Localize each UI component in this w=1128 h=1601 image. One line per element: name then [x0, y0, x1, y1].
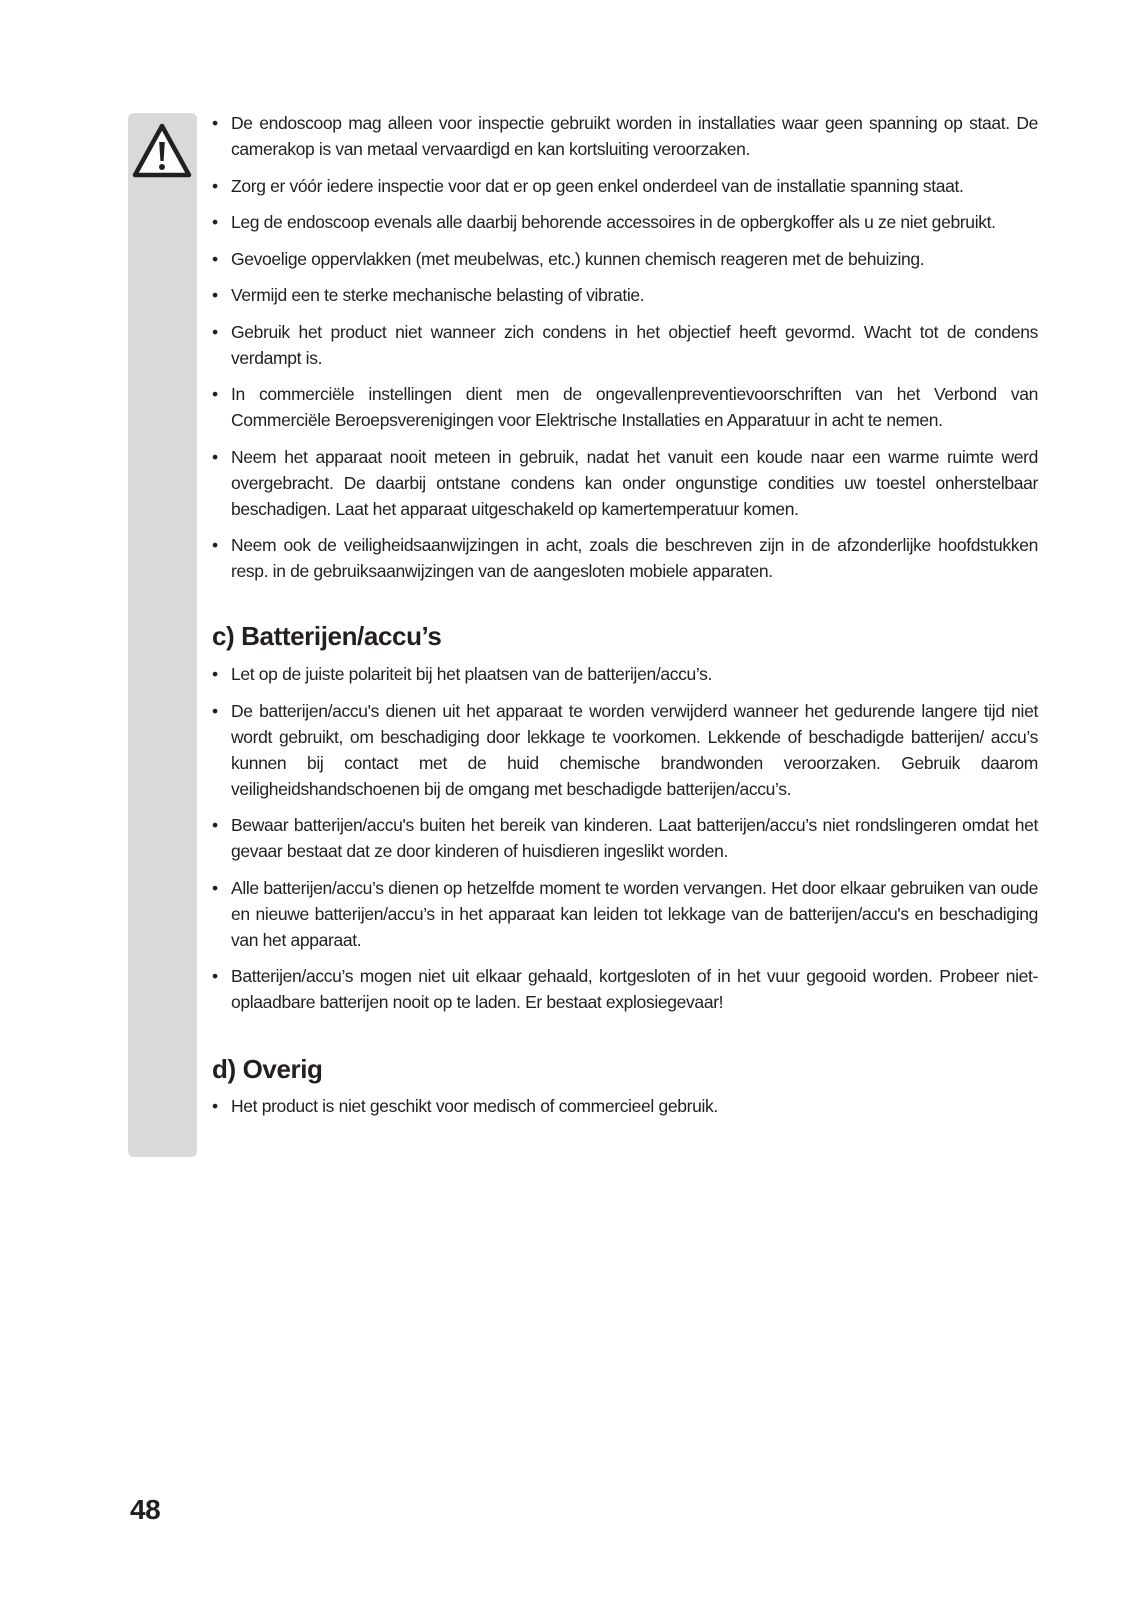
bullet-item: • Gebruik het product niet wanneer zich condens in het objectief heeft gevormd. Wacht tot de condens verdampt is.: [212, 319, 1038, 371]
warning-side-bar: [128, 113, 197, 1157]
bullet-item: • Vermijd een te sterke mechanische belasting of vibratie.: [212, 282, 1038, 308]
page-number: 48: [130, 1494, 161, 1525]
section-heading-batteries: c) Batterijen/accu’s: [212, 621, 442, 651]
bullet-item: • Bewaar batterijen/accu's buiten het bereik van kinderen. Laat batterijen/accu’s niet rondslingeren omdat het gevaar bestaat dat ze door kinderen of huisdieren ingeslikt worden.: [212, 812, 1038, 864]
bullet-item: • In commerciële instellingen dient men de ongevallenpreventievoorschriften van het Verbond van Commerciële Beroepsverenigingen voor Elektrische Installaties en Apparatuur in acht te nemen.: [212, 381, 1038, 433]
bullet-item: • De batterijen/accu's dienen uit het apparaat te worden verwijderd wanneer het gedurende langere tijd niet wordt gebruikt, om beschadiging door lekkage te voorkomen. Lekkende of beschadigde batterijen/ accu’s kunnen bij contact met de huid chemische brandwonden veroorzaken. Gebruik daarom veiligheidshandschoenen bij de omgang met beschadigde batterijen/accu’s.: [212, 698, 1038, 802]
bullet-item: • De endoscoop mag alleen voor inspectie gebruikt worden in installaties waar geen spanning op staat. De camerakop is van metaal vervaardigd en kan kortsluiting veroorzaken.: [212, 110, 1038, 162]
bullet-item: • Alle batterijen/accu’s dienen op hetzelfde moment te worden vervangen. Het door elkaar gebruiken van oude en nieuwe batterijen/accu’s in het apparaat kan leiden tot lekkage van de batterijen/accu's en beschadiging van het apparaat.: [212, 875, 1038, 953]
bullet-item: • Het product is niet geschikt voor medisch of commercieel gebruik.: [212, 1093, 1038, 1119]
bullet-item: • Gevoelige oppervlakken (met meubelwas, etc.) kunnen chemisch reageren met de behuizing.: [212, 246, 1038, 272]
warning-bullet-list: [212, 110, 1038, 584]
bullet-item: • Neem ook de veiligheidsaanwijzingen in acht, zoals die beschreven zijn in de afzonderlijke hoofdstukken resp. in de gebruiksaanwijzingen van de aangesloten mobiele apparaten.: [212, 532, 1038, 584]
section-heading-other: d) Overig: [212, 1054, 323, 1084]
bullet-item: • Batterijen/accu’s mogen niet uit elkaar gehaald, kortgesloten of in het vuur gegooid worden. Probeer niet-oplaadbare batterijen nooit op te laden. Er bestaat explosiegevaar!: [212, 963, 1038, 1015]
other-bullet-list: [212, 1093, 1038, 1119]
bullet-item: • Neem het apparaat nooit meteen in gebruik, nadat het vanuit een koude naar een warme ruimte werd overgebracht. De daarbij ontstane condens kan onder ongunstige condities uw toestel onherstelbaar beschadigen. Laat het apparaat uitgeschakeld op kamertemperatuur komen.: [212, 444, 1038, 522]
bullet-item: • Leg de endoscoop evenals alle daarbij behorende accessoires in de opbergkoffer als u ze niet gebruikt.: [212, 209, 1038, 235]
bullet-item: • Zorg er vóór iedere inspectie voor dat er op geen enkel onderdeel van de installatie spanning staat.: [212, 173, 1038, 199]
battery-bullet-list: [212, 661, 1038, 1015]
main-content: [212, 110, 1038, 1130]
bullet-item: • Let op de juiste polariteit bij het plaatsen van de batterijen/accu’s.: [212, 661, 1038, 687]
warning-triangle-icon: [131, 122, 193, 180]
